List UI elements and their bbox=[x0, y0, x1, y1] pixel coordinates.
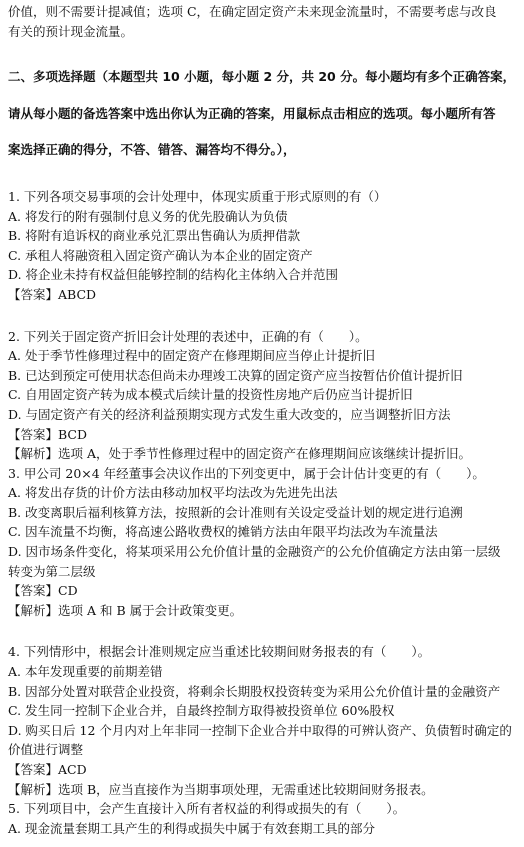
option-d: D. 购买日后 12 个月内对上年非同一控制下企业合并中取得的可辨认资产、负债暂时确定的 bbox=[8, 722, 512, 738]
option-a: A. 本年发现重要的前期差错 bbox=[8, 664, 163, 680]
question-stem: 5. 下列项目中，会产生直接计入所有者权益的利得或损失的有（ ）。 bbox=[8, 801, 406, 817]
analysis: 【解析】选项 A，处于季节性修理过程中的固定资产在修理期间应该继续计提折旧。 bbox=[8, 446, 472, 462]
question-stem: 3. 甲公司 20×4 年经董事会决议作出的下列变更中，属于会计估计变更的有（ ）。 bbox=[8, 465, 485, 481]
question-stem: 1. 下列各项交易事项的会计处理中，体现实质重于形式原则的有（） bbox=[8, 188, 387, 204]
text-line: 价值，则不需要计提减值；选项 C，在确定固定资产未来现金流量时，不需要考虑与改良 bbox=[8, 4, 497, 19]
question-3 bbox=[8, 464, 518, 621]
intro-paragraph bbox=[8, 2, 518, 41]
text-line: 有关的预计现金流量。 bbox=[8, 23, 134, 39]
section-heading-line: 二、多项选择题（本题型共 10 小题，每小题 2 分，共 20 分。每小题均有多个正确答案， bbox=[8, 69, 516, 85]
question-1 bbox=[8, 187, 518, 305]
option-a: A. 现金流量套期工具产生的利得或损失中属于有效套期工具的部分 bbox=[8, 820, 375, 836]
option-a: A. 将发出存货的计价方法由移动加权平均法改为先进先出法 bbox=[8, 485, 338, 501]
question-2 bbox=[8, 327, 518, 464]
option-b: B. 已达到预定可使用状态但尚未办理竣工决算的固定资产应当按暂估价值计提折旧 bbox=[8, 367, 463, 383]
analysis: 【解析】选项 B，应当直接作为当期事项处理，无需重述比较期间财务报表。 bbox=[8, 781, 434, 797]
section-heading-line: 请从每小题的备选答案中选出你认为正确的答案，用鼠标点击相应的选项。每小题所有答 bbox=[8, 105, 496, 121]
spacer bbox=[8, 160, 518, 187]
document-page bbox=[8, 0, 518, 838]
answer: 【答案】ACD bbox=[8, 762, 87, 777]
question-stem: 2. 下列关于固定资产折旧会计处理的表述中，正确的有（ ）。 bbox=[8, 328, 368, 344]
question-4 bbox=[8, 642, 518, 799]
option-d-continued: 转变为第二层级 bbox=[8, 563, 96, 579]
option-a: A. 将发行的附有强制付息义务的优先股确认为负债 bbox=[8, 208, 288, 224]
option-d-continued: 价值进行调整 bbox=[8, 742, 84, 758]
section-heading-line: 案选择正确的得分，不答、错答、漏答均不得分。）， bbox=[8, 142, 296, 158]
option-d: D. 与固定资产有关的经济利益预期实现方式发生重大改变的，应当调整折旧方法 bbox=[8, 406, 451, 422]
option-d: D. 将企业未持有权益但能够控制的结构化主体纳入合并范围 bbox=[8, 267, 339, 283]
answer: 【答案】ABCD bbox=[8, 286, 97, 302]
option-b: B. 将附有追诉权的商业承兑汇票出售确认为质押借款 bbox=[8, 228, 301, 244]
answer: 【答案】BCD bbox=[8, 426, 88, 442]
option-c: C. 承租人将融资租入固定资产确认为本企业的固定资产 bbox=[8, 247, 313, 263]
option-b: B. 因部分处置对联营企业投资，将剩余长期股权投资转变为采用公允价值计量的金融资产 bbox=[8, 683, 501, 699]
spacer bbox=[8, 620, 518, 642]
option-c: C. 自用固定资产转为成本模式后续计量的投资性房地产后仍应当计提折旧 bbox=[8, 387, 413, 403]
answer: 【答案】CD bbox=[8, 583, 78, 599]
option-c: C. 发生同一控制下企业合并，自最终控制方取得被投资单位 60%股权 bbox=[8, 703, 395, 719]
option-a: A. 处于季节性修理过程中的固定资产在修理期间应当停止计提折旧 bbox=[8, 348, 375, 364]
option-b: B. 改变离职后福利核算方法，按照新的会计准则有关设定受益计划的规定进行追溯 bbox=[8, 504, 463, 520]
spacer bbox=[8, 305, 518, 327]
analysis: 【解析】选项 A 和 B 属于会计政策变更。 bbox=[8, 602, 243, 618]
option-c: C. 因车流量不均衡，将高速公路收费权的摊销方法由年限平均法改为车流量法 bbox=[8, 524, 438, 540]
option-d: D. 因市场条件变化，将某项采用公允价值计量的金融资产的公允价值确定方法由第一层级 bbox=[8, 544, 501, 560]
question-stem: 4. 下列情形中，根据会计准则规定应当重述比较期间财务报表的有（ ）。 bbox=[8, 644, 431, 660]
section-heading bbox=[8, 67, 518, 160]
question-5 bbox=[8, 799, 518, 838]
